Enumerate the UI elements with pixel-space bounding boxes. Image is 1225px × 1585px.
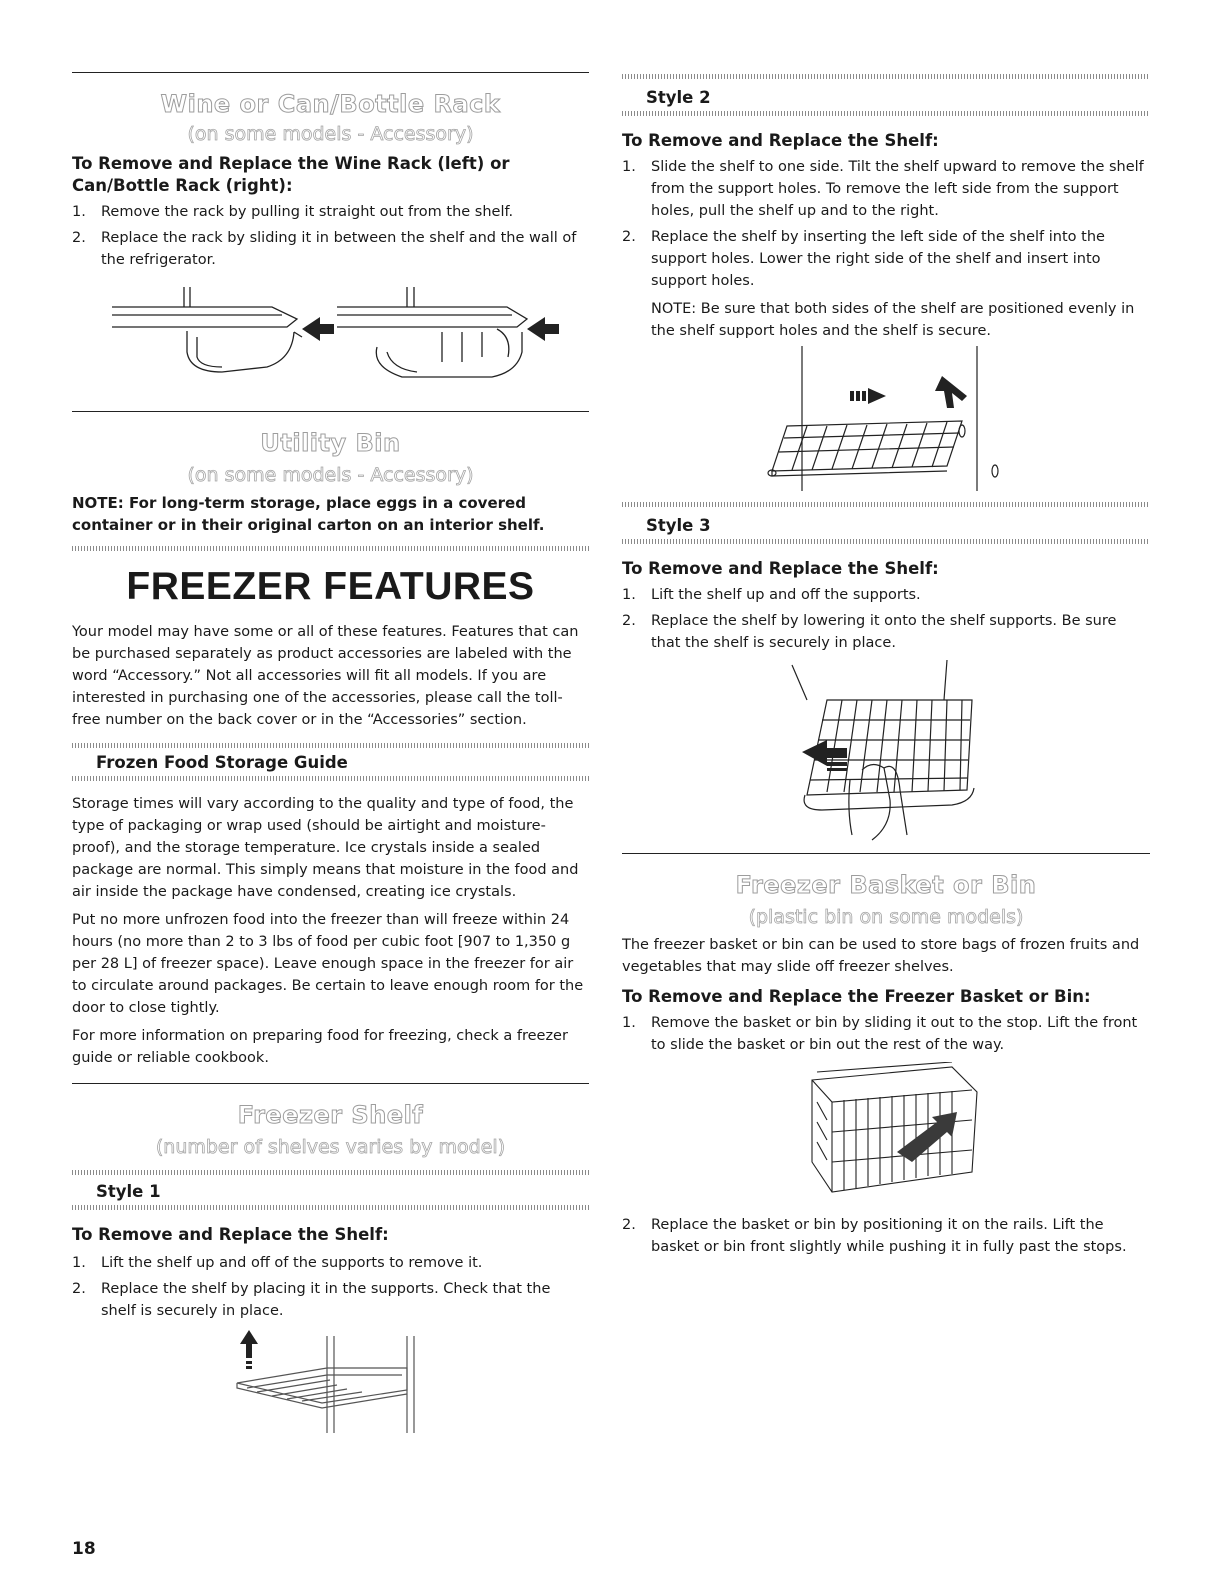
section-divider <box>72 1205 589 1210</box>
section-divider <box>622 111 1150 116</box>
freezer-basket-illustration <box>622 1062 1150 1202</box>
list-item: 2. Replace the shelf by lowering it onto the shelf supports. Be sure that the shelf is securely in place. <box>622 613 1117 651</box>
utility-bin-title: Utility Bin <box>260 429 401 457</box>
wine-rack-subtitle: (on some models - Accessory) <box>187 123 474 145</box>
freezer-basket-intro: The freezer basket or bin can be used to store bags of frozen fruits and vegetables that may slide off freezer shelves. <box>622 937 1140 975</box>
style-3-label: Style 3 <box>646 516 711 535</box>
style-3-heading: To Remove and Replace the Shelf: <box>622 559 939 578</box>
freezer-basket-subtitle: (plastic bin on some models) <box>748 906 1024 928</box>
storage-guide-label: Frozen Food Storage Guide <box>96 753 348 772</box>
section-divider <box>72 1083 589 1084</box>
freezer-basket-step-1 <box>622 1012 1150 1056</box>
wine-rack-illustration <box>72 277 589 397</box>
section-divider <box>622 539 1150 544</box>
page-number: 18 <box>72 1539 96 1559</box>
section-divider <box>622 853 1150 854</box>
freezer-features-intro: Your model may have some or all of these features. Features that can be purchased separately as product accessories are labeled with the word “Accessory.” Not all accessories will fit all models. If you are interested in purchasing one of the accessories, please call the toll-free number on the back cover or in the “Accessories” section. <box>72 624 579 728</box>
style-3-steps <box>622 584 1150 654</box>
list-item: 1. Lift the shelf up and off the supports. <box>622 587 921 603</box>
wine-rack-heading: To Remove and Replace the Wine Rack (left) or Can/Bottle Rack (right): <box>72 154 510 195</box>
list-item: 1. Slide the shelf to one side. Tilt the shelf upward to remove the shelf from the support holes. To remove the left side from the support holes, pull the shelf up and to the right. <box>622 159 1144 219</box>
freezer-basket-heading: To Remove and Replace the Freezer Basket or Bin: <box>622 987 1091 1006</box>
section-divider <box>72 776 589 781</box>
list-item: 2. Replace the shelf by placing it in the supports. Check that the shelf is securely in place. <box>72 1281 551 1319</box>
section-divider <box>72 411 589 412</box>
style-2-note: NOTE: Be sure that both sides of the shelf are positioned evenly in the shelf support holes and the shelf is secure. <box>651 301 1135 339</box>
storage-guide-paragraph-3: For more information on preparing food for freezing, check a freezer guide or reliable cookbook. <box>72 1028 568 1066</box>
utility-bin-subtitle: (on some models - Accessory) <box>187 464 474 486</box>
left-column <box>72 0 589 1438</box>
freezer-features-title: FREEZER FEATURES <box>126 565 535 608</box>
style-2-shelf-illustration <box>622 346 1150 496</box>
section-divider <box>622 74 1150 79</box>
freezer-shelf-title: Freezer Shelf <box>237 1101 424 1129</box>
list-item: 2. Replace the shelf by inserting the left side of the shelf into the support holes. Lower the right side of the shelf and insert into support holes. <box>622 229 1105 289</box>
style-2-steps <box>622 156 1150 292</box>
style-1-label: Style 1 <box>96 1182 161 1201</box>
utility-bin-note: NOTE: For long-term storage, place eggs in a covered container or in their original carton on an interior shelf. <box>72 494 545 534</box>
freezer-basket-step-2 <box>622 1214 1150 1258</box>
style-3-shelf-illustration <box>622 660 1150 845</box>
style-1-steps <box>72 1252 589 1322</box>
list-item: 2. Replace the rack by sliding it in between the shelf and the wall of the refrigerator. <box>72 230 577 268</box>
style-2-heading: To Remove and Replace the Shelf: <box>622 131 939 150</box>
style-1-heading: To Remove and Replace the Shelf: <box>72 1225 389 1244</box>
style-1-shelf-illustration <box>72 1328 589 1438</box>
storage-guide-paragraph-1: Storage times will vary according to the quality and type of food, the type of packaging or wrap used (should be airtight and moisture-proof), and the storage temperature. Ice crystals inside a sealed package are normal. This simply means that moisture in the food and air inside the package have condensed, creating ice crystals. <box>72 796 579 900</box>
list-item: 1. Lift the shelf up and off of the supports to remove it. <box>72 1255 483 1271</box>
style-2-label: Style 2 <box>646 88 711 107</box>
section-divider <box>72 72 589 73</box>
wine-rack-steps <box>72 201 589 271</box>
section-divider <box>72 743 589 748</box>
storage-guide-paragraph-2: Put no more unfrozen food into the freezer than will freeze within 24 hours (no more than 2 to 3 lbs of food per cubic foot [907 to 1,350 g per 28 L] of freezer space). Leave enough space in the freezer for air to circulate around packages. Be certain to leave enough room for the door to close tightly. <box>72 912 584 1016</box>
section-divider <box>72 546 589 551</box>
list-item: 1. Remove the basket or bin by sliding it out to the stop. Lift the front to slide the basket or bin out the rest of the way. <box>622 1015 1138 1053</box>
freezer-basket-title: Freezer Basket or Bin <box>735 871 1037 899</box>
wine-rack-title: Wine or Can/Bottle Rack <box>160 90 501 118</box>
section-divider <box>622 502 1150 507</box>
freezer-shelf-subtitle: (number of shelves varies by model) <box>155 1136 506 1158</box>
list-item: 2. Replace the basket or bin by positioning it on the rails. Lift the basket or bin front slightly while pushing it in fully past the stops. <box>622 1217 1127 1255</box>
section-divider <box>72 1170 589 1175</box>
right-column <box>622 0 1150 1258</box>
list-item: 1. Remove the rack by pulling it straight out from the shelf. <box>72 204 514 220</box>
